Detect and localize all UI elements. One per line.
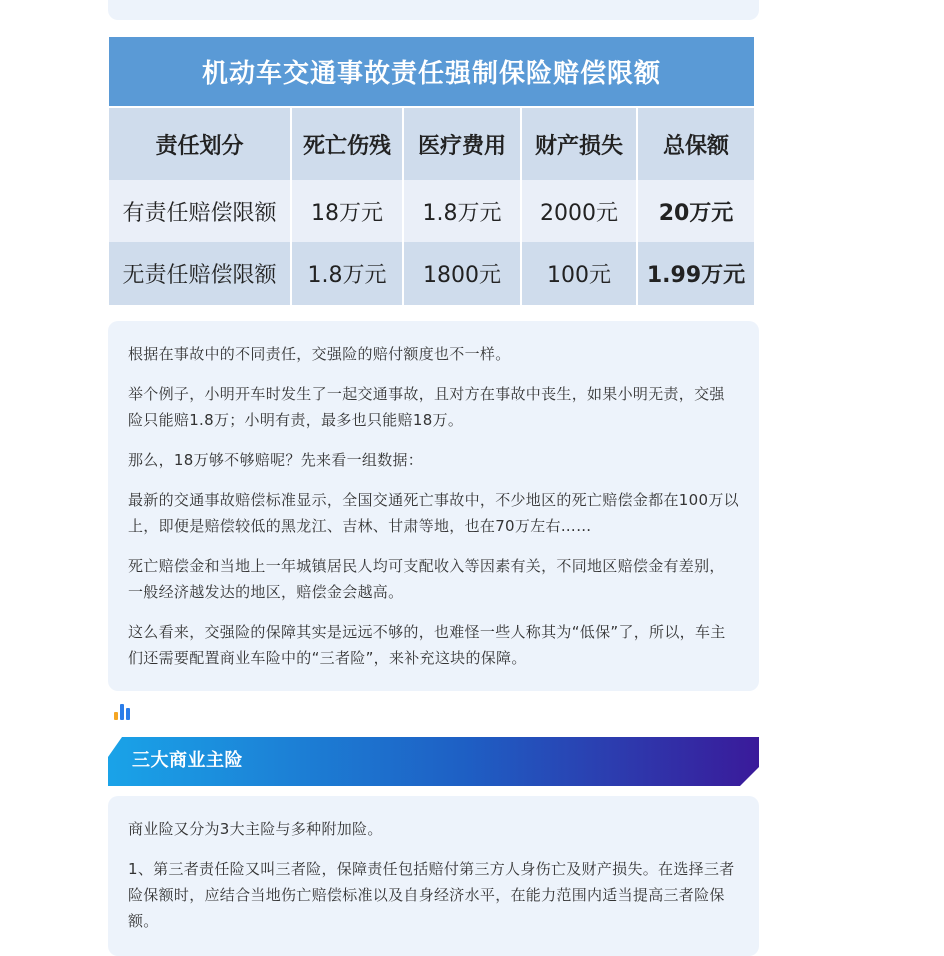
table-row [109,242,754,305]
table-cell: 1.8万元 [403,180,521,242]
paragraph: 举个例子，小明开车时发生了一起交通事故，且对方在事故中丧生，如果小明无责，交强险只能赔1.8万；小明有责，最多也只能赔18万。 [128,385,725,429]
table-cell: 无责任赔偿限额 [109,242,291,305]
table-cell-total: 20万元 [637,180,754,242]
header-cell: 总保额 [637,107,754,180]
table-header-row [109,107,754,180]
paragraph: 那么，18万够不够赔呢？先来看一组数据： [128,451,424,469]
table-cell: 1.8万元 [291,242,403,305]
header-cell: 死亡伤残 [291,107,403,180]
header-cell: 责任划分 [109,107,291,180]
paragraph: 最新的交通事故赔偿标准显示，全国交通死亡事故中，不少地区的死亡赔偿金都在100万以上，即便是赔偿较低的黑龙江、吉林、甘肃等地，也在70万左右…… [128,491,739,535]
table-title: 机动车交通事故责任强制保险赔偿限额 [109,37,754,106]
paragraph: 死亡赔偿金和当地上一年城镇居民人均可支配收入等因素有关，不同地区赔偿金有差别，一般经济越发达的地区，赔偿金会越高。 [128,557,725,601]
table-cell: 1800元 [403,242,521,305]
bar-chart-icon [114,702,132,720]
paragraph: 这么看来，交强险的保障其实是远远不够的，也难怪一些人称其为“低保”了，所以，车主们还需要配置商业车险中的“三者险”，来补充这块的保障。 [128,623,726,667]
table-cell: 2000元 [521,180,637,242]
insurance-limit-table [109,37,754,305]
header-cell: 医疗费用 [403,107,521,180]
table-cell: 有责任赔偿限额 [109,180,291,242]
table-cell: 100元 [521,242,637,305]
table-cell: 18万元 [291,180,403,242]
explanation-card [108,321,759,691]
previous-content-card [108,0,759,20]
section-title: 三大商业主险 [132,750,243,771]
section-content-card [108,796,759,956]
paragraph: 根据在事故中的不同责任，交强险的赔付额度也不一样。 [128,345,511,363]
header-cell: 财产损失 [521,107,637,180]
table-cell-total: 1.99万元 [637,242,754,305]
paragraph: 1、第三者责任险又叫三者险，保障责任包括赔付第三方人身伤亡及财产损失。在选择三者险保额时，应结合当地伤亡赔偿标准以及自身经济水平，在能力范围内适当提高三者险保额。 [128,860,735,930]
table-row [109,180,754,242]
paragraph: 商业险又分为3大主险与多种附加险。 [128,820,383,838]
